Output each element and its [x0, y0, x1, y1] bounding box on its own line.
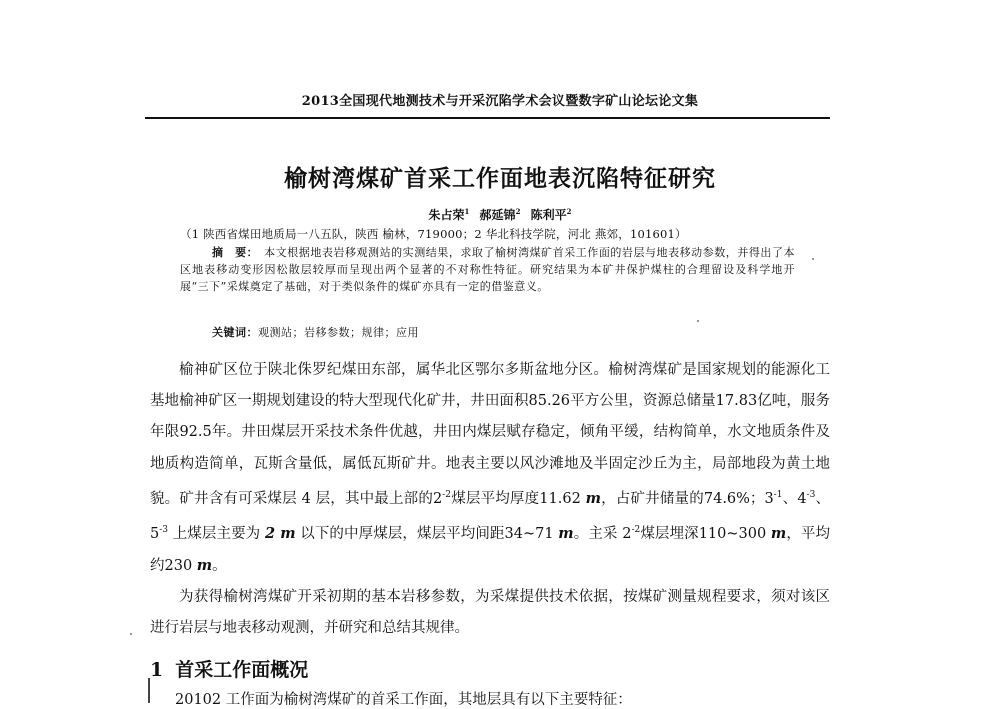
text-run: 煤层埋深110~300	[640, 525, 767, 542]
text-run: 以下的中厚煤层，煤层平均间距34~71	[300, 525, 554, 542]
unit: 2 m	[264, 524, 296, 542]
unit: m	[585, 489, 601, 507]
text-run: 、	[815, 490, 831, 507]
body-text	[150, 355, 830, 644]
text-run: 3	[764, 490, 774, 507]
superscript: -2	[631, 524, 641, 535]
affiliation: （1 陕西省煤田地质局一八五队，陕西 榆林，719000；2 华北科技学院，河北 燕郊，101601）	[180, 227, 687, 241]
scan-speck	[812, 258, 814, 260]
paragraph-1	[150, 355, 830, 582]
paragraph-2: 为获得榆树湾煤矿开采初期的基本岩移参数，为采煤提供技术依据，按煤矿测量规程要求，须对该区进行岩层与地表移动观测，并研究和总结其规律。	[150, 589, 830, 637]
header-rule	[145, 117, 830, 119]
text-run: ，平均约230	[150, 525, 831, 574]
section-number: 1	[150, 659, 164, 681]
author-name: 郝延锦	[479, 208, 516, 222]
keywords-text: 观测站；岩移参数；规律；应用	[258, 326, 419, 339]
author-list	[0, 206, 1000, 223]
superscript: -3	[159, 524, 169, 535]
scan-speck	[697, 320, 699, 322]
superscript: -3	[806, 489, 816, 500]
keywords	[212, 324, 419, 340]
text-run: 、	[782, 490, 798, 507]
text-run: 。主采	[573, 525, 623, 542]
author-affil-mark: 2	[566, 207, 572, 216]
superscript: -2	[442, 489, 452, 500]
abstract	[180, 244, 795, 295]
unit: m	[558, 524, 574, 542]
text-run: 煤层平均厚度11.62	[451, 490, 581, 507]
section-title: 首采工作面概况	[175, 659, 309, 681]
unit: m	[770, 524, 787, 542]
unit: m	[196, 556, 213, 574]
text-run: 2	[433, 490, 443, 507]
text-run: 。	[212, 557, 227, 574]
scan-margin-mark	[148, 678, 150, 703]
abstract-text: 本文根据地表岩移观测站的实测结果，求取了榆树湾煤矿首采工作面的岩层与地表移动参数，并得出了本区地表移动变形因松散层较厚而呈现出两个显著的不对称性特征。研究结果为本矿井保护煤柱的合理留设及科学地开展“三下”采煤奠定了基础，对于类似条件的煤矿亦具有一定的借鉴意义。	[180, 246, 796, 293]
text-run: ，占矿井储量的74.6%；	[600, 490, 765, 507]
proceedings-header: 2013全国现代地测技术与开采沉陷学术会议暨数字矿山论坛论文集	[301, 94, 699, 109]
paper-title: 榆树湾煤矿首采工作面地表沉陷特征研究	[284, 165, 716, 192]
section-heading	[150, 655, 308, 682]
keywords-label: 关键词：	[212, 326, 258, 339]
author-name: 朱占荣	[428, 208, 465, 222]
author-affil-mark: 2	[515, 207, 521, 216]
text-run: 榆神矿区位于陕北侏罗纪煤田东部，属华北区鄂尔多斯盆地分区。榆树湾煤矿是国家规划的能源化工基地榆神矿区一期规划建设的特大型现代化矿井，井田面积85.26平方公里，资源总储量17.83亿吨，服务年限92.5年。井田煤层开采技术条件优越，井田内煤层赋存稳定，倾角平缓，结构简单，水文地质条件及地质构造简单，瓦斯含量低，属低瓦斯矿井。地表主要以风沙滩地及半固定沙丘为主，局部地段为黄土地貌。矿井含有可采煤层 4 层，其中最上部的	[150, 362, 830, 507]
partial-body-line: 20102 工作面为榆树湾煤矿的首采工作面，其地层具有以下主要特征：	[175, 692, 632, 708]
text-run: 5	[150, 525, 160, 542]
text-run: 4	[797, 490, 807, 507]
author-affil-mark: 1	[464, 207, 470, 216]
scan-speck	[130, 633, 132, 635]
abstract-label: 摘 要：	[212, 246, 259, 259]
superscript: -1	[773, 489, 783, 500]
text-run: 上煤层主要为	[168, 525, 261, 542]
author-name: 陈利平	[530, 208, 567, 222]
text-run: 2	[622, 525, 632, 542]
